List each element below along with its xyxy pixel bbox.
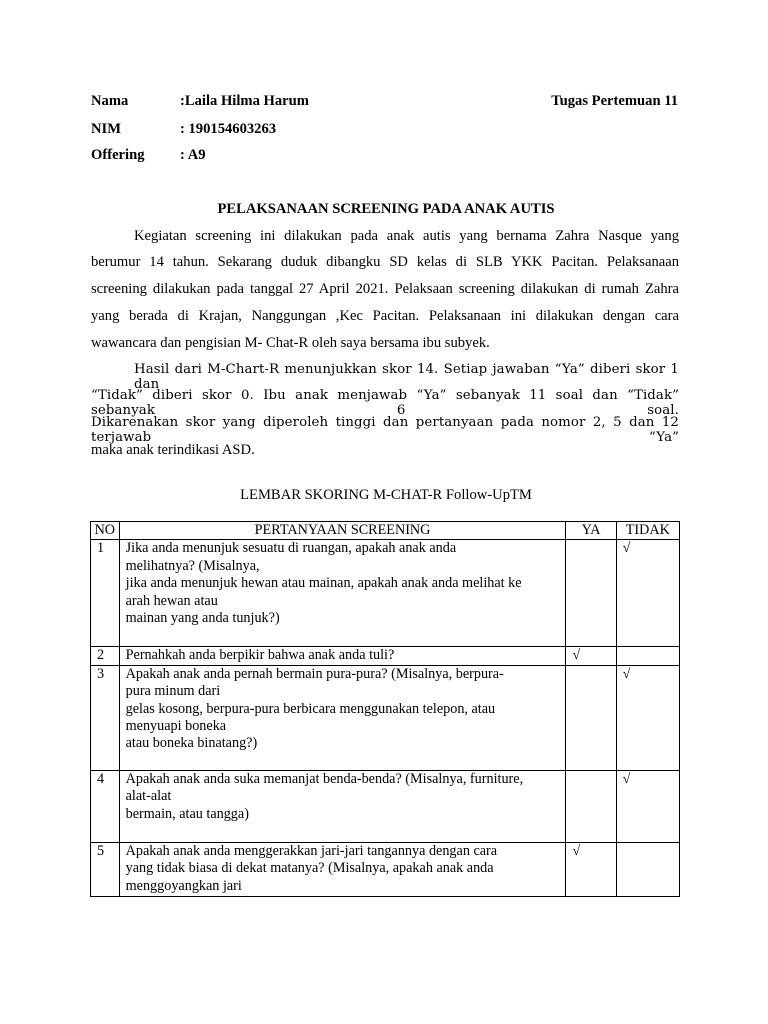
header-tidak: TIDAK (616, 522, 679, 540)
header-question: PERTANYAAN SCREENING (119, 522, 566, 540)
question-line: Apakah anak anda menggerakkan jari-jari tangannya dengan cara (125, 842, 498, 859)
tidak-check (616, 842, 679, 896)
row-question (119, 770, 566, 842)
paragraph-line: berumur 14 tahun. Sekarang duduk dibangku SD kelas di SLB YKK Pacitan. Pelaksanaan (91, 254, 679, 270)
row-question (119, 540, 566, 647)
question-line: mainan yang anda tunjuk?) (125, 610, 280, 627)
paragraph-line: screening dilakukan pada tanggal 27 April 2021. Pelaksaan screening dilakukan di rumah Zahra (91, 281, 679, 297)
tidak-check: √ (616, 665, 679, 770)
question-line: pura minum dari (125, 683, 221, 700)
question-line: atau boneka binatang?) (125, 735, 258, 752)
question-line: Apakah anak anda suka memanjat benda-benda? (Misalnya, furniture, (125, 770, 524, 787)
row-number: 3 (91, 665, 120, 770)
tidak-check: √ (616, 770, 679, 842)
ya-check (566, 665, 616, 770)
question-line: melihatnya? (Misalnya, (125, 557, 260, 574)
header-nim-row (91, 121, 681, 141)
assignment-title: Tugas Pertemuan 11 (551, 93, 678, 109)
row-number: 1 (91, 540, 120, 647)
ya-check (566, 540, 616, 647)
question-line: bermain, atau tangga) (125, 805, 249, 822)
row-number: 4 (91, 770, 120, 842)
question-line: gelas kosong, berpura-pura berbicara menggunakan telepon, atau (125, 700, 496, 717)
table-row (91, 842, 680, 896)
header-no: NO (91, 522, 120, 540)
row-number: 2 (91, 647, 120, 665)
row-question (119, 647, 566, 665)
header-nama-row (91, 93, 681, 113)
ya-check: √ (566, 647, 616, 665)
scoring-table (90, 521, 680, 897)
nama-value: :Laila Hilma Harum (180, 93, 309, 109)
paragraph-line: “Tidak” diberi skor 0. Ibu anak menjawab “Ya” sebanyak 11 soal dan “Tidak” sebanyak 6 soal. (91, 388, 679, 418)
header-ya: YA (566, 522, 616, 540)
tidak-check: √ (616, 540, 679, 647)
question-line: menggoyangkan jari (125, 877, 242, 894)
question-line: yang tidak biasa di dekat matanya? (Misalnya, apakah anak anda (125, 860, 494, 877)
question-line: Jika anda menunjuk sesuatu di ruangan, apakah anak anda (125, 540, 457, 557)
nim-value: : 190154603263 (180, 121, 277, 137)
paragraph-line: yang berada di Krajan, Nanggungan ,Kec Pacitan. Pelaksanaan ini dilakukan dengan cara (91, 308, 679, 324)
table-row (91, 647, 680, 665)
header-offering-row (91, 147, 681, 167)
table-row (91, 540, 680, 647)
question-line: Pernahkah anda berpikir bahwa anak anda tuli? (125, 647, 395, 664)
document-title: PELAKSANAAN SCREENING PADA ANAK AUTIS (217, 201, 555, 217)
table-row (91, 665, 680, 770)
offering-value: : A9 (180, 147, 206, 163)
nama-label: Nama (91, 93, 129, 109)
scoring-sheet-title: LEMBAR SKORING M-CHAT-R Follow-UpTM (240, 487, 532, 503)
question-line: alat-alat (125, 788, 172, 805)
table-row (91, 770, 680, 842)
row-number: 5 (91, 842, 120, 896)
paragraph-line: Hasil dari M-Chart-R menunjukkan skor 14. Setiap jawaban “Ya” diberi skor 1 dan (134, 362, 679, 392)
paragraph-line: Kegiatan screening ini dilakukan pada anak autis yang bernama Zahra Nasque yang (134, 228, 679, 244)
offering-label: Offering (91, 147, 145, 163)
row-question (119, 665, 566, 770)
ya-check: √ (566, 842, 616, 896)
question-line: arah hewan atau (125, 592, 218, 609)
ya-check (566, 770, 616, 842)
question-line: jika anda menunjuk hewan atau mainan, apakah anak anda melihat ke (125, 575, 522, 592)
paragraph-line: maka anak terindikasi ASD. (91, 442, 255, 458)
nim-label: NIM (91, 121, 121, 137)
tidak-check (616, 647, 679, 665)
paragraph-line: Dikarenakan skor yang diperoleh tinggi dan pertanyaan pada nomor 2, 5 dan 12 terjawab “Ya” (91, 415, 679, 445)
question-line: menyuapi boneka (125, 718, 227, 735)
question-line: Apakah anak anda pernah bermain pura-pura? (Misalnya, berpura- (125, 665, 504, 682)
row-question (119, 842, 566, 896)
paragraph-line: wawancara dan pengisian M- Chat-R oleh saya bersama ibu subyek. (91, 335, 490, 351)
table-header-row (91, 522, 680, 540)
